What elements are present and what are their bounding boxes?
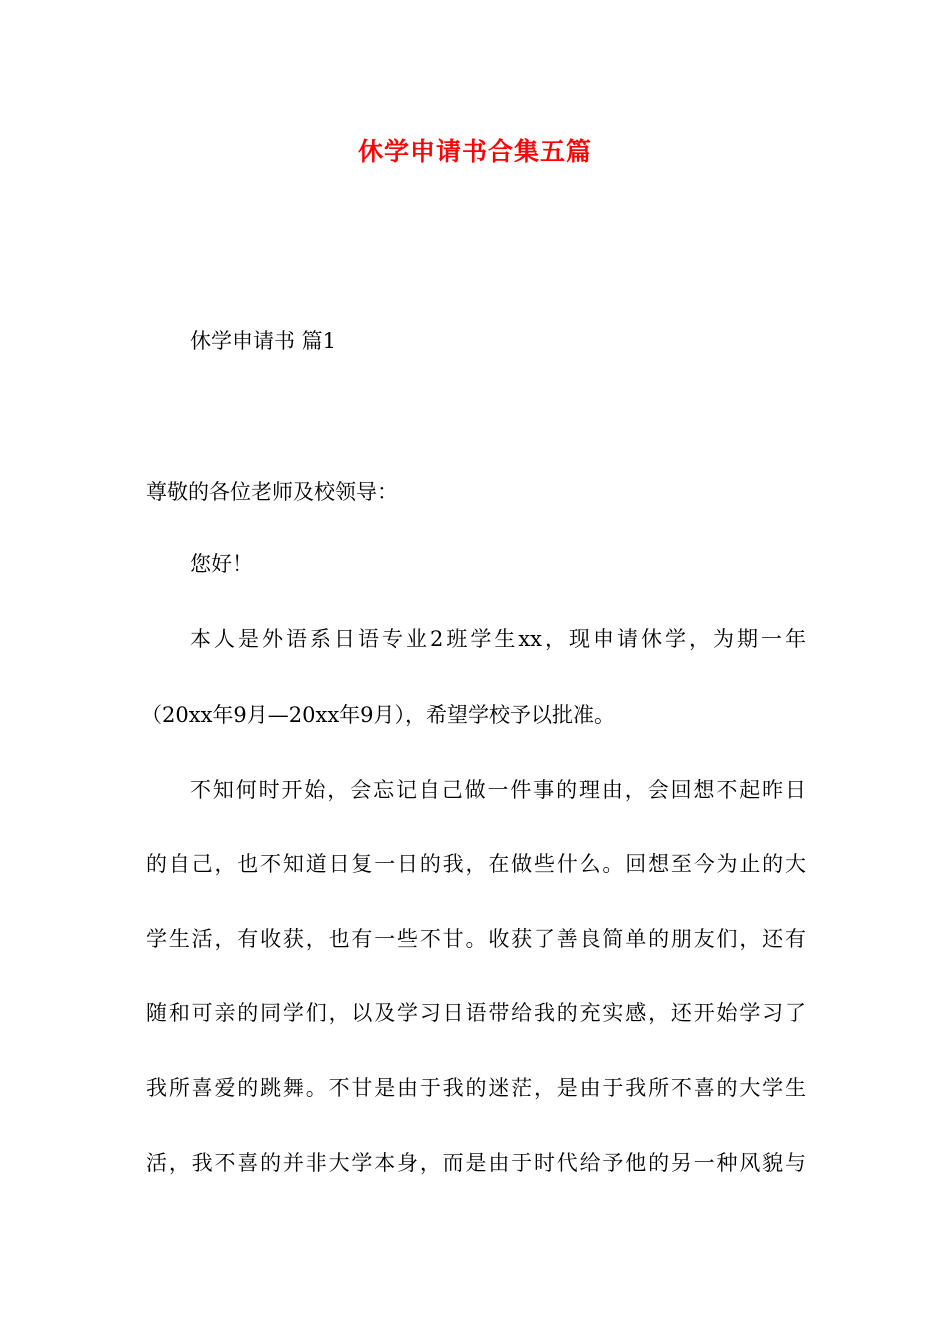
- paragraph-line: 学生活，有收获，也有一些不甘。收获了善良简单的朋友们，还有: [146, 927, 806, 951]
- paragraph-line: 本人是外语系日语专业2班学生xx，现申请休学，为期一年: [190, 627, 806, 651]
- paragraph-line: （20xx年9月—20xx年9月），希望学校予以批准。: [141, 703, 616, 727]
- document-title: 休学申请书合集五篇: [357, 137, 592, 166]
- greeting: 您好！: [190, 552, 253, 576]
- paragraph-line: 的自己，也不知道日复一日的我，在做些什么。回想至今为止的大: [146, 852, 806, 876]
- paragraph-line: 我所喜爱的跳舞。不甘是由于我的迷茫，是由于我所不喜的大学生: [146, 1076, 806, 1100]
- paragraph-line: 活，我不喜的并非大学本身，而是由于时代给予他的另一种风貌与: [146, 1151, 806, 1175]
- section-heading: 休学申请书 篇1: [190, 329, 337, 353]
- salutation: 尊敬的各位老师及校领导：: [146, 480, 398, 504]
- paragraph-line: 不知何时开始，会忘记自己做一件事的理由，会回想不起昨日: [190, 778, 806, 802]
- paragraph-line: 随和可亲的同学们，以及学习日语带给我的充实感，还开始学习了: [146, 1001, 806, 1025]
